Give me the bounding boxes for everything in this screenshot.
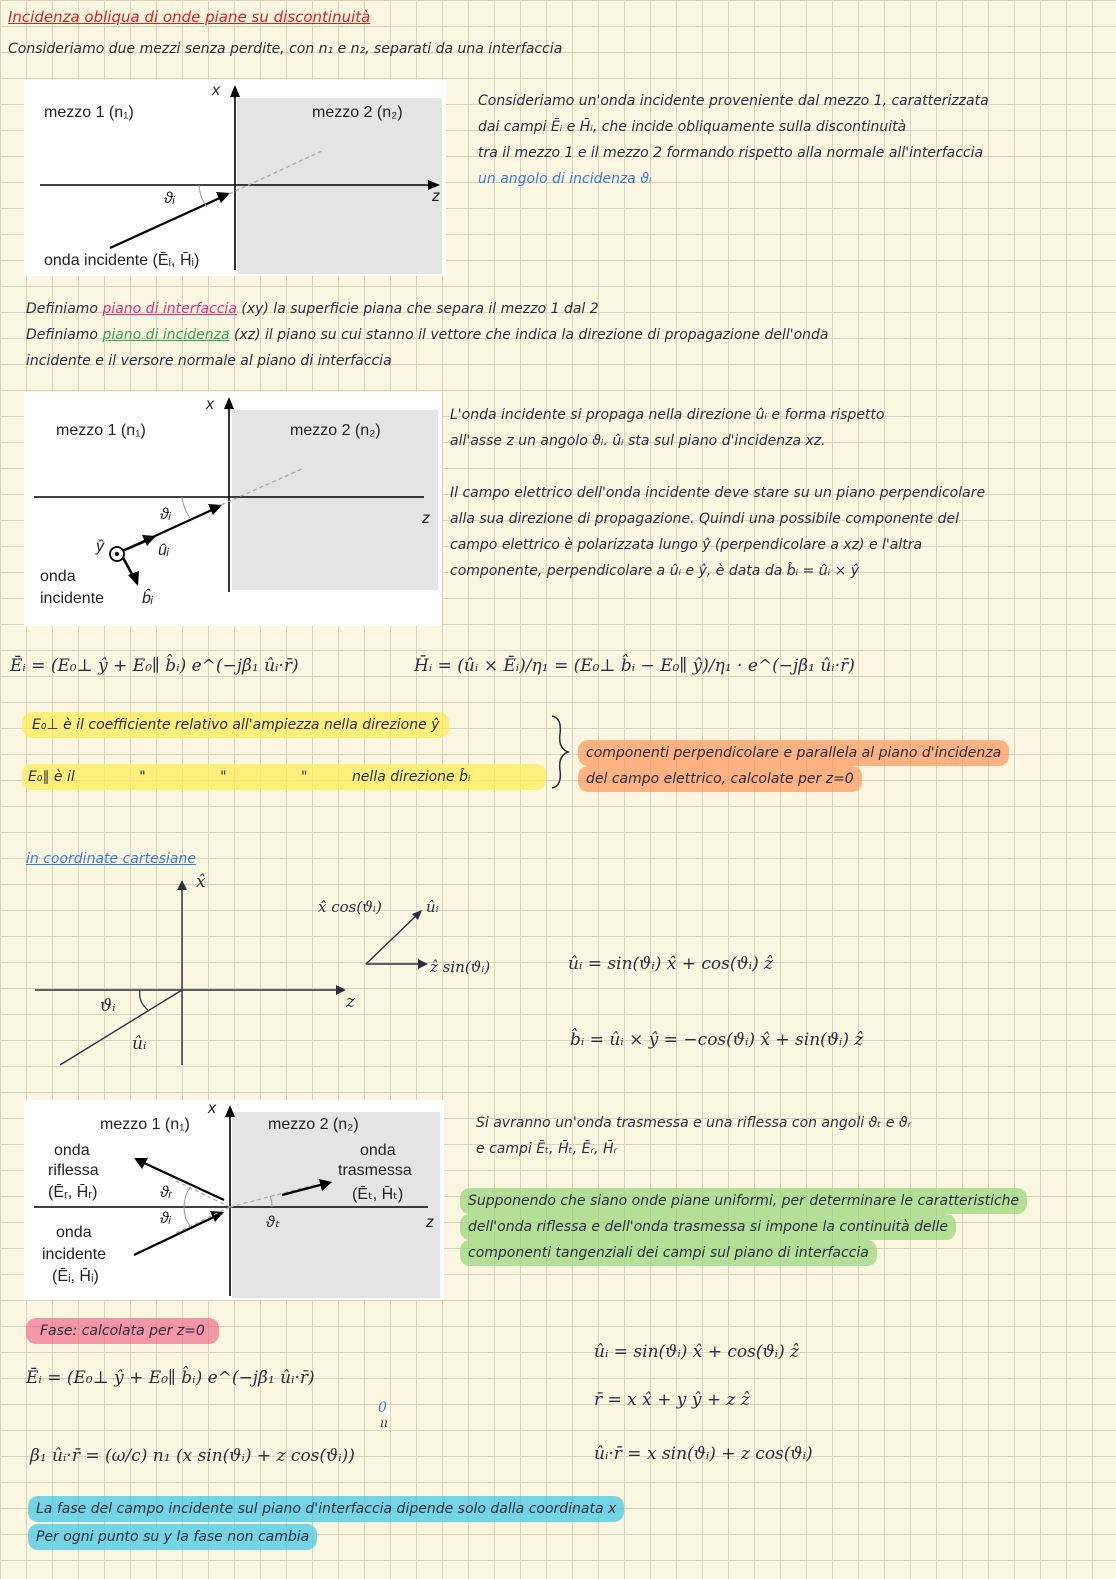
equation-dot: ûᵢ·r̄ = x sin(ϑᵢ) + z cos(ϑᵢ) bbox=[594, 1444, 813, 1464]
fig2-u-hat: ûᵢ bbox=[158, 542, 169, 559]
fig3-medium1: mezzo 1 (n₁) bbox=[100, 1116, 190, 1133]
coefficient-perp: E₀⊥ è il coefficiente relativo all'ampiezza nella direzione ŷ bbox=[22, 712, 449, 738]
fig3-transmitted-3: (Ēₜ, H̄ₜ) bbox=[352, 1186, 404, 1203]
equation-beta: β₁ ûᵢ·r̄ = (ω/c) n₁ (x sin(ϑᵢ) + z cos(ϑᵢ)) bbox=[30, 1446, 355, 1466]
fig2-text-line: all'asse z un angolo ϑᵢ. ûᵢ sta sul piano d'incidenza xz. bbox=[450, 433, 826, 449]
coef-note-line: del campo elettrico, calcolate per z=0 bbox=[578, 766, 862, 792]
conclusion-1: La fase del campo incidente sul piano d'interfaccia dipende solo dalla coordinata x bbox=[28, 1496, 624, 1522]
fig3-medium2: mezzo 2 (n₂) bbox=[268, 1116, 359, 1133]
coef2-e: nella direzione b̂ᵢ bbox=[351, 769, 471, 785]
equation-r: r̄ = x x̂ + y ŷ + z ẑ bbox=[594, 1390, 750, 1410]
fig3-theta-r: ϑᵣ bbox=[160, 1184, 172, 1201]
definition-interface bbox=[26, 296, 599, 322]
fig2-angle: ϑᵢ bbox=[160, 506, 171, 523]
fig1-medium2: mezzo 2 (n₂) bbox=[312, 104, 403, 121]
fig1-axis-x: x bbox=[212, 82, 220, 99]
equation-u: ûᵢ = sin(ϑᵢ) x̂ + cos(ϑᵢ) ẑ bbox=[568, 954, 774, 974]
fig3-text2-line: componenti tangenziali dei campi sul piano di interfaccia bbox=[460, 1240, 877, 1266]
fig2-text2-line: Il campo elettrico dell'onda incidente deve stare su un piano perpendicolare bbox=[450, 485, 986, 501]
cartesian-axes bbox=[30, 880, 360, 1070]
fig3-description-2 bbox=[460, 1188, 1027, 1266]
fig1-axis-z: z bbox=[432, 188, 440, 205]
cartesian-u: ûᵢ bbox=[132, 1034, 147, 1054]
fig2-description-2 bbox=[450, 480, 985, 584]
equation-H-incident: H̄ᵢ = (ûᵢ × Ēᵢ)/η₁ = (E₀⊥ b̂ᵢ − E₀∥ ŷ)/η₁ · e^(−jβ₁ ûᵢ·r̄) bbox=[414, 656, 855, 676]
fig3-reflected-3: (Ēᵣ, H̄ᵣ) bbox=[48, 1184, 98, 1201]
fig2-text2-line: componente, perpendicolare a ûᵢ e ŷ, è data da b̂ᵢ = ûᵢ × ŷ bbox=[450, 563, 860, 579]
fig3-transmitted-2: trasmessa bbox=[338, 1162, 412, 1179]
beta-ii-mark: ıı bbox=[380, 1416, 388, 1430]
fig2-description bbox=[450, 402, 884, 454]
fig2-axis-z: z bbox=[422, 510, 430, 527]
coefficient-note bbox=[578, 740, 1009, 792]
fig1-angle: ϑᵢ bbox=[164, 190, 175, 207]
fig2-wave-line1: onda bbox=[40, 568, 76, 585]
figure-reflection-transmission bbox=[24, 1100, 444, 1300]
beta-zero-mark: 0 bbox=[378, 1400, 387, 1416]
cartesian-vec-u: ûᵢ bbox=[426, 898, 439, 916]
fig1-text-line: Consideriamo un'onda incidente proveniente dal mezzo 1, caratterizzata bbox=[478, 93, 989, 109]
fig3-transmitted-1: onda bbox=[360, 1142, 396, 1159]
fig2-text2-line: campo elettrico è polarizzata lungo ŷ (perpendicolare a xz) e l'altra bbox=[450, 537, 923, 553]
fig1-text-line: dai campi Ēᵢ e H̄ᵢ, che incide obliquamente sulla discontinuità bbox=[478, 119, 907, 135]
fig3-incident-2: incidente bbox=[42, 1246, 107, 1263]
def1-rest: (xy) la superficie piana che separa il mezzo 1 dal 2 bbox=[241, 301, 599, 317]
def2-rest: (xz) il piano su cui stanno il vettore che indica la direzione di propagazione dell'onda bbox=[234, 327, 829, 343]
fig2-axis-x: x bbox=[206, 396, 214, 413]
fig1-wave-label: onda incidente (Ēᵢ, H̄ᵢ) bbox=[44, 252, 200, 269]
fig3-text2-line: dell'onda riflessa e dell'onda trasmessa si impone la continuità delle bbox=[460, 1214, 956, 1240]
definition-incidence-cont: incidente e il versore normale al piano di interfaccia bbox=[26, 353, 392, 369]
fig1-text-line: un angolo di incidenza ϑᵢ bbox=[478, 171, 652, 187]
cartesian-title: in coordinate cartesiane bbox=[26, 851, 196, 867]
fig2-text-line: L'onda incidente si propaga nella direzione ûᵢ e forma rispetto bbox=[450, 407, 885, 423]
def2-prefix: Definiamo bbox=[26, 327, 98, 343]
fig3-description bbox=[476, 1110, 911, 1162]
def2-term: piano di incidenza bbox=[102, 327, 230, 343]
equation-u-phase: ûᵢ = sin(ϑᵢ) x̂ + cos(ϑᵢ) ẑ bbox=[594, 1342, 800, 1362]
page-title: Incidenza obliqua di onde piane su discontinuità bbox=[8, 8, 371, 26]
intro-text: Consideriamo due mezzi senza perdite, con n₁ e n₂, separati da una interfaccia bbox=[8, 41, 563, 57]
equation-b: b̂ᵢ = ûᵢ × ŷ = −cos(ϑᵢ) x̂ + sin(ϑᵢ) ẑ bbox=[570, 1030, 864, 1050]
cartesian-comp-z: ẑ sin(ϑᵢ) bbox=[430, 958, 491, 976]
fig3-text2-line: Supponendo che siano onde piane uniformi, per determinare le caratteristiche bbox=[460, 1188, 1027, 1214]
coef2-d: " bbox=[301, 769, 308, 785]
fig3-reflected-2: riflessa bbox=[48, 1162, 99, 1179]
brace bbox=[548, 714, 572, 790]
cartesian-axis-x: x̂ bbox=[196, 872, 206, 892]
fig3-theta-t: ϑₜ bbox=[266, 1214, 280, 1231]
cartesian-comp-x: x̂ cos(ϑᵢ) bbox=[318, 898, 382, 916]
fig3-incident-1: onda bbox=[56, 1224, 92, 1241]
phase-title: Fase: calcolata per z=0 bbox=[26, 1318, 219, 1344]
equation-E-phase: Ēᵢ = (E₀⊥ ŷ + E₀∥ b̂ᵢ) e^(−jβ₁ ûᵢ·r̄) bbox=[26, 1368, 315, 1388]
coef-note-line: componenti perpendicolare e parallela al piano d'incidenza bbox=[578, 740, 1009, 766]
fig3-incident-3: (Ēᵢ, H̄ᵢ) bbox=[52, 1268, 99, 1285]
coef2-b: " bbox=[139, 769, 146, 785]
fig2-medium1: mezzo 1 (n₁) bbox=[56, 422, 146, 439]
fig2-medium2: mezzo 2 (n₂) bbox=[290, 422, 381, 439]
fig1-text-line: tra il mezzo 1 e il mezzo 2 formando rispetto alla normale all'interfaccia bbox=[478, 145, 984, 161]
fig2-y-hat: ŷ bbox=[96, 538, 104, 555]
fig1-medium1: mezzo 1 (n₁) bbox=[44, 104, 134, 121]
fig3-reflected-1: onda bbox=[54, 1142, 90, 1159]
conclusion-2: Per ogni punto su y la fase non cambia bbox=[28, 1524, 317, 1550]
equation-E-incident: Ēᵢ = (E₀⊥ ŷ + E₀∥ b̂ᵢ) e^(−jβ₁ ûᵢ·r̄) bbox=[10, 656, 299, 676]
fig2-wave-line2: incidente bbox=[40, 590, 105, 607]
coef2-c: " bbox=[220, 769, 227, 785]
coefficient-par bbox=[22, 764, 546, 790]
def1-prefix: Definiamo bbox=[26, 301, 98, 317]
fig3-text-line: Si avranno un'onda trasmessa e una riflessa con angoli ϑₜ e ϑᵣ bbox=[476, 1115, 912, 1131]
fig3-theta-i: ϑᵢ bbox=[160, 1210, 171, 1227]
definition-incidence bbox=[26, 322, 828, 348]
cartesian-angle: ϑᵢ bbox=[100, 996, 116, 1016]
fig3-axis-z: z bbox=[426, 1214, 434, 1231]
fig1-description bbox=[478, 88, 989, 192]
fig3-text-line: e campi Ēₜ, H̄ₜ, Ēᵣ, H̄ᵣ bbox=[476, 1141, 618, 1157]
def1-term: piano di interfaccia bbox=[102, 301, 237, 317]
figure-incidence bbox=[24, 80, 446, 276]
fig3-axis-x: x bbox=[208, 1100, 216, 1117]
fig2-text2-line: alla sua direzione di propagazione. Quindi una possibile componente del bbox=[450, 511, 959, 527]
cartesian-axis-z: z bbox=[346, 992, 355, 1012]
coef2-a: E₀∥ è il bbox=[28, 769, 75, 785]
fig2-b-hat: b̂ᵢ bbox=[142, 590, 153, 607]
figure-polarization bbox=[24, 392, 442, 626]
